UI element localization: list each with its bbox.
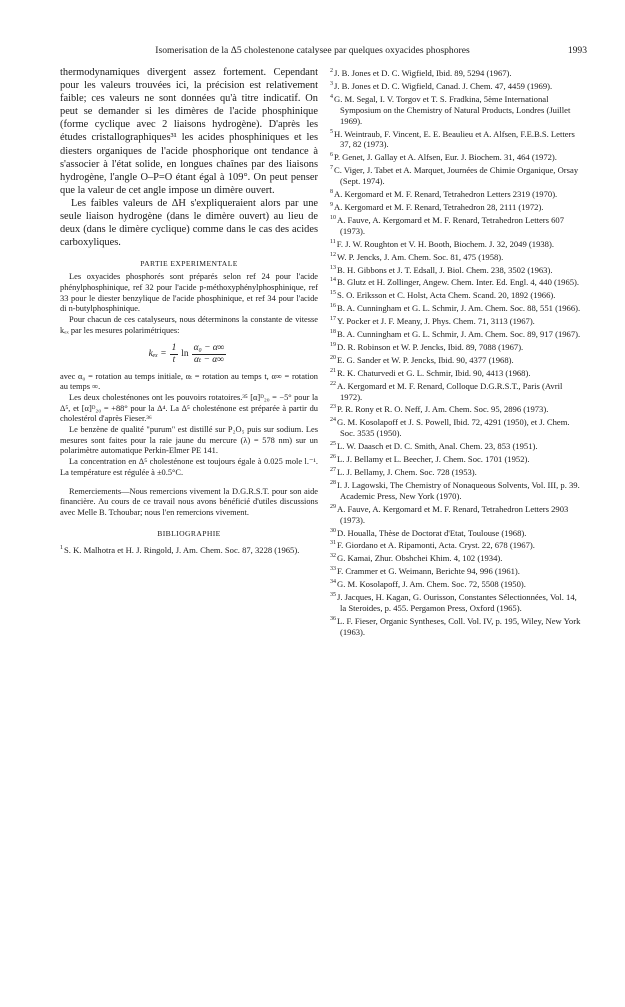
reference-number: 19: [330, 341, 336, 348]
reference-text: L. W. Daasch et D. C. Smith, Anal. Chem. 23, 853 (1951).: [337, 441, 538, 452]
reference-number: 8: [330, 189, 333, 196]
reference-text: D. R. Robinson et W. P. Jencks, Ibid. 89, 7088 (1967).: [337, 341, 524, 352]
reference-text: A. Kergomard et M. F. Renard, Tetrahedron 28, 2111 (1972).: [334, 201, 544, 212]
running-title: Isomerisation de la Δ5 cholestenone catalysee par quelques oxyacides phosphores: [155, 45, 470, 56]
reference-item: [330, 538, 585, 551]
reference-number: 13: [330, 264, 336, 271]
reference-number: 30: [330, 527, 336, 534]
reference-text: A. Kergomard et M. F. Renard, Tetrahedron Letters 2319 (1970).: [334, 189, 558, 200]
reference-item: [330, 366, 585, 379]
paragraph-acknowledgements: Remerciements—Nous remercions vivement la D.G.R.S.T. pour son aide financière. Au cours de ce travail nous avons bénéficié d'utiles discussions avec Melle B. Tchoubar; nous l'en remercions vivement.: [60, 486, 318, 517]
reference-text: R. K. Chaturvedi et G. L. Schmir, Ibid. 90, 4413 (1968).: [337, 367, 531, 378]
reference-text: L. J. Bellamy et L. Beecher, J. Chem. Soc. 1701 (1952).: [337, 454, 530, 465]
reference-item: [330, 187, 585, 200]
rate-lhs: kₑₓ =: [148, 348, 167, 359]
reference-number: 10: [330, 214, 336, 221]
reference-text: A. Kergomard et M. F. Renard, Colloque D.G.R.S.T., Paris (Avril 1972).: [337, 380, 563, 402]
reference-number: 12: [330, 251, 336, 258]
paragraph-rotatory-power: Les deux cholesténones ont les pouvoirs rotatoires.³⁵ [α]ᴰ₂₀ = −5° pour la Δ⁵, et [α]ᴰ₂₀ = +88° pour la Δ⁴. La Δ⁵ cholesténone est préparée à partir du cholestérol d'après Fieser.³⁶: [60, 392, 318, 424]
reference-item: [330, 263, 585, 276]
reference-text: G. Kamai, Zhur. Obshchei Khim. 4, 102 (1934).: [337, 553, 503, 564]
coef-fraction: [170, 343, 179, 366]
reference-number: 2: [330, 68, 333, 74]
reference-number: 20: [330, 354, 336, 361]
reference-item: [330, 415, 585, 439]
reference-number: 5: [330, 128, 333, 135]
reference-number: 4: [330, 93, 333, 100]
reference-item: [330, 92, 585, 127]
reference-text: G. M. Kosolapoff, J. Am. Chem. Soc. 72, 5508 (1950).: [337, 579, 526, 590]
reference-number: 3: [330, 80, 333, 87]
reference-number: 32: [330, 553, 336, 560]
reference-item: [330, 502, 585, 526]
reference-text: P. Genet, J. Gallay et A. Alfsen, Eur. J. Biochem. 31, 464 (1972).: [334, 152, 557, 163]
reference-number: 1: [60, 545, 63, 552]
reference-text: B. A. Cunningham et G. L. Schmir, J. Am. Chem. Soc. 88, 551 (1966).: [337, 303, 581, 314]
reference-text: L. J. Bellamy, J. Chem. Soc. 728 (1953).: [337, 467, 477, 477]
reference-number: 21: [330, 367, 336, 374]
reference-number: 9: [330, 201, 333, 208]
reference-item: [330, 237, 585, 250]
reference-item: [330, 551, 585, 564]
reference-text: S. O. Eriksson et C. Holst, Acta Chem. Scand. 20, 1892 (1966).: [337, 290, 556, 301]
reference-text: A. Fauve, A. Kergomard et M. F. Renard, Tetrahedron Letters 607 (1973).: [337, 214, 565, 236]
reference-item: [330, 379, 585, 403]
reference-number: 26: [330, 454, 336, 461]
reference-text: F. J. W. Roughton et V. H. Booth, Biochem. J. 32, 2049 (1938).: [336, 238, 554, 249]
section-heading-bibliography: BIBLIOGRAPHIE: [157, 528, 221, 538]
paragraph-alpha-def: avec α₀ = rotation au temps initiale, αₜ = rotation au temps t, α∞ = rotation au temps ∞.: [60, 371, 318, 392]
section-heading-experimental: PARTIE EXPERIMENTALE: [140, 259, 238, 269]
right-column-references: [330, 66, 585, 638]
reference-number: 14: [330, 277, 336, 284]
coef-numerator: 1: [171, 342, 177, 353]
reference-item: [330, 465, 585, 478]
reference-item: [330, 353, 585, 366]
reference-item: [330, 577, 585, 590]
reference-text: L. F. Fieser, Organic Syntheses, Coll. Vol. IV, p. 195, Wiley, New York (1963).: [337, 615, 581, 637]
reference-text: A. Fauve, A. Kergomard et M. F. Renard, Tetrahedron Letters 2903 (1973).: [337, 503, 569, 525]
reference-number: 24: [330, 417, 336, 424]
reference-number: 33: [330, 566, 336, 573]
reference-number: 29: [330, 503, 336, 510]
paragraph-rate-constant: Pour chacun de ces catalyseurs, nous déterminons la constante de vitesse kₑₓ par les mesures polarimétriques:: [60, 315, 318, 335]
reference-item: [330, 614, 585, 638]
reference-number: 6: [330, 152, 333, 159]
paragraph-delta-h: Les faibles valeurs de ΔH s'expliqueraient alors par une seule liaison hydrogène (dans le dimère ouvert) au lieu de deux (dans le dimère cyclique) comme dans le cas des acides carboxyliques.: [60, 197, 318, 249]
reference-item: [330, 150, 585, 163]
reference-text: E. G. Sander et W. P. Jencks, Ibid. 90, 4377 (1968).: [337, 354, 514, 365]
alpha-numerator: α₀ − α∞: [193, 342, 225, 353]
reference-number: 28: [330, 479, 336, 486]
reference-number: 25: [330, 441, 336, 448]
reference-number: 15: [330, 290, 336, 297]
coef-denominator: t: [172, 354, 176, 365]
reference-item: [330, 275, 585, 288]
page-number: 1993: [567, 45, 587, 56]
reference-item: [330, 301, 585, 314]
reference-text: P. R. Rony et R. O. Neff, J. Am. Chem. Soc. 95, 2896 (1973).: [337, 404, 549, 415]
paragraph-benzene: Le benzène de qualité "purum" est distillé sur P₂O₅ puis sur sodium. Les mesures sont faites pour la raie jaune du mercure (λ) = 578 nm) sur un polarimètre automatique Perkin-Elmer PE 141.: [60, 425, 318, 456]
reference-number: 31: [330, 540, 336, 547]
paragraph-discussion: thermodynamiques divergent assez fortement. Cependant pour les valeurs trouvées ici, la précision est relativement faible; ces valeurs ne sont données qu'à titre indicatif. On peut se demander si les dimères de l'acide phosphinique (forme cyclique avec 2 liaisons hydrogène). D'après les études cristallographiques³¹ les acides phosphiniques et les diesters organiques de l'acide phosphorique ont tendance à s'associer à l'état solide, en longues chaînes par des liaisons hydrogène, l'angle O–P=O étant égal à 109°. On peut penser que la valeur de cet angle impose un dimère ouvert.: [60, 67, 318, 196]
reference-item: [330, 590, 585, 614]
reference-number: 22: [330, 380, 336, 387]
reference-number: 34: [330, 579, 336, 586]
reference-item: [330, 79, 585, 92]
reference-text: J. Jacques, H. Kagan, G. Ourisson, Constantes Sélectionnées, Vol. 14, la Steroides, p. 455. Pergamon Press, Oxford (1965).: [337, 592, 577, 613]
reference-item: [330, 213, 585, 237]
reference-number: 7: [330, 165, 333, 172]
reference-item: [330, 200, 585, 213]
reference-1: [60, 543, 318, 556]
experimental-text: [60, 272, 318, 556]
reference-number: 36: [330, 615, 336, 622]
reference-item: [330, 250, 585, 263]
reference-text: F. Giordano et A. Ripamonti, Acta. Cryst. 22, 678 (1967).: [337, 540, 535, 551]
paragraph-oxyacides: Les oxyacides phosphorés sont préparés selon ref 24 pour l'acide phénylphosphinique, ref 32 pour l'acide p-méthoxyphénylphosphinique, ref 33 pour le diester benzylique de l'acide phosphinique, et ref 34 pour l'acide di n-butylphosphinique.: [60, 272, 318, 314]
reference-item: [330, 327, 585, 340]
reference-item: [330, 478, 585, 502]
reference-text: J. B. Jones et D. C. Wigfield, Ibid. 89, 5294 (1967).: [334, 68, 512, 78]
reference-number: 27: [330, 467, 336, 473]
reference-number: 17: [330, 316, 336, 323]
reference-number: 35: [330, 592, 336, 599]
reference-text: B. H. Gibbons et J. T. Edsall, J. Biol. Chem. 238, 3502 (1963).: [337, 264, 553, 275]
reference-number: 16: [330, 303, 336, 310]
reference-text: F. Crammer et G. Weimann, Berichte 94, 996 (1961).: [337, 566, 520, 577]
reference-number: 18: [330, 329, 336, 336]
running-header: [0, 45, 625, 59]
reference-item: [330, 314, 585, 327]
reference-item: [330, 564, 585, 577]
reference-number: 11: [330, 238, 336, 245]
reference-text: D. Houalla, Thèse de Doctorat d'Etat, Toulouse (1968).: [337, 527, 527, 538]
reference-text: B. Glutz et H. Zollinger, Angew. Chem. Inter. Ed. Engl. 4, 440 (1965).: [337, 277, 580, 288]
alpha-fraction: [192, 343, 227, 366]
reference-text: G. M. Kosolapoff et J. S. Powell, Ibid. 72, 4291 (1950), et J. Chem. Soc. 3535 (1950).: [337, 417, 570, 439]
reference-text: Y. Pocker et J. F. Meany, J. Phys. Chem. 71, 3113 (1967).: [337, 316, 535, 327]
reference-item: [330, 288, 585, 301]
reference-list: [330, 66, 585, 638]
rate-equation: [60, 343, 318, 366]
ln-symbol: ln: [181, 348, 189, 359]
paragraph-concentration: La concentration en Δ⁵ cholesténone est toujours égale à 0.025 mole l.⁻¹. La température est régulée à ±0.5°C.: [60, 457, 318, 477]
reference-item: [330, 127, 585, 151]
reference-item: [330, 439, 585, 452]
reference-item: [330, 340, 585, 353]
reference-item: [330, 526, 585, 539]
reference-item: [330, 66, 585, 79]
alpha-denominator: αₜ − α∞: [194, 354, 224, 365]
reference-item: [330, 452, 585, 465]
reference-text: B. A. Cunningham et G. L. Schmir, J. Am. Chem. Soc. 89, 917 (1967).: [337, 329, 581, 340]
reference-text: I. J. Lagowski, The Chemistry of Nonaqueous Solvents, Vol. III, p. 39. Academic Press, New York (1970).: [337, 479, 580, 501]
left-column: [60, 66, 318, 556]
reference-text: G. M. Segal, I. V. Torgov et T. S. Fradkina, 5ème International Symposium on the Chemistry of Natural Products, Londres (Juillet 1969).: [334, 93, 571, 126]
reference-text: J. B. Jones et D. C. Wigfield, Canad. J. Chem. 47, 4459 (1969).: [334, 80, 553, 91]
reference-text: W. P. Jencks, J. Am. Chem. Soc. 81, 475 (1958).: [337, 251, 504, 262]
reference-text: S. K. Malhotra et H. J. Ringold, J. Am. Chem. Soc. 87, 3228 (1965).: [64, 545, 300, 556]
reference-item: [330, 402, 585, 415]
reference-item: [330, 163, 585, 187]
discussion-text: [60, 66, 318, 249]
reference-text: H. Weintraub, F. Vincent, E. E. Beaulieu et A. Alfsen, F.E.B.S. Letters 37, 82 (1973).: [334, 128, 575, 150]
reference-number: 23: [330, 404, 336, 411]
reference-text: C. Viger, J. Tabet et A. Marquet, Journées de Chimie Organique, Orsay (Sept. 1974).: [334, 165, 579, 187]
